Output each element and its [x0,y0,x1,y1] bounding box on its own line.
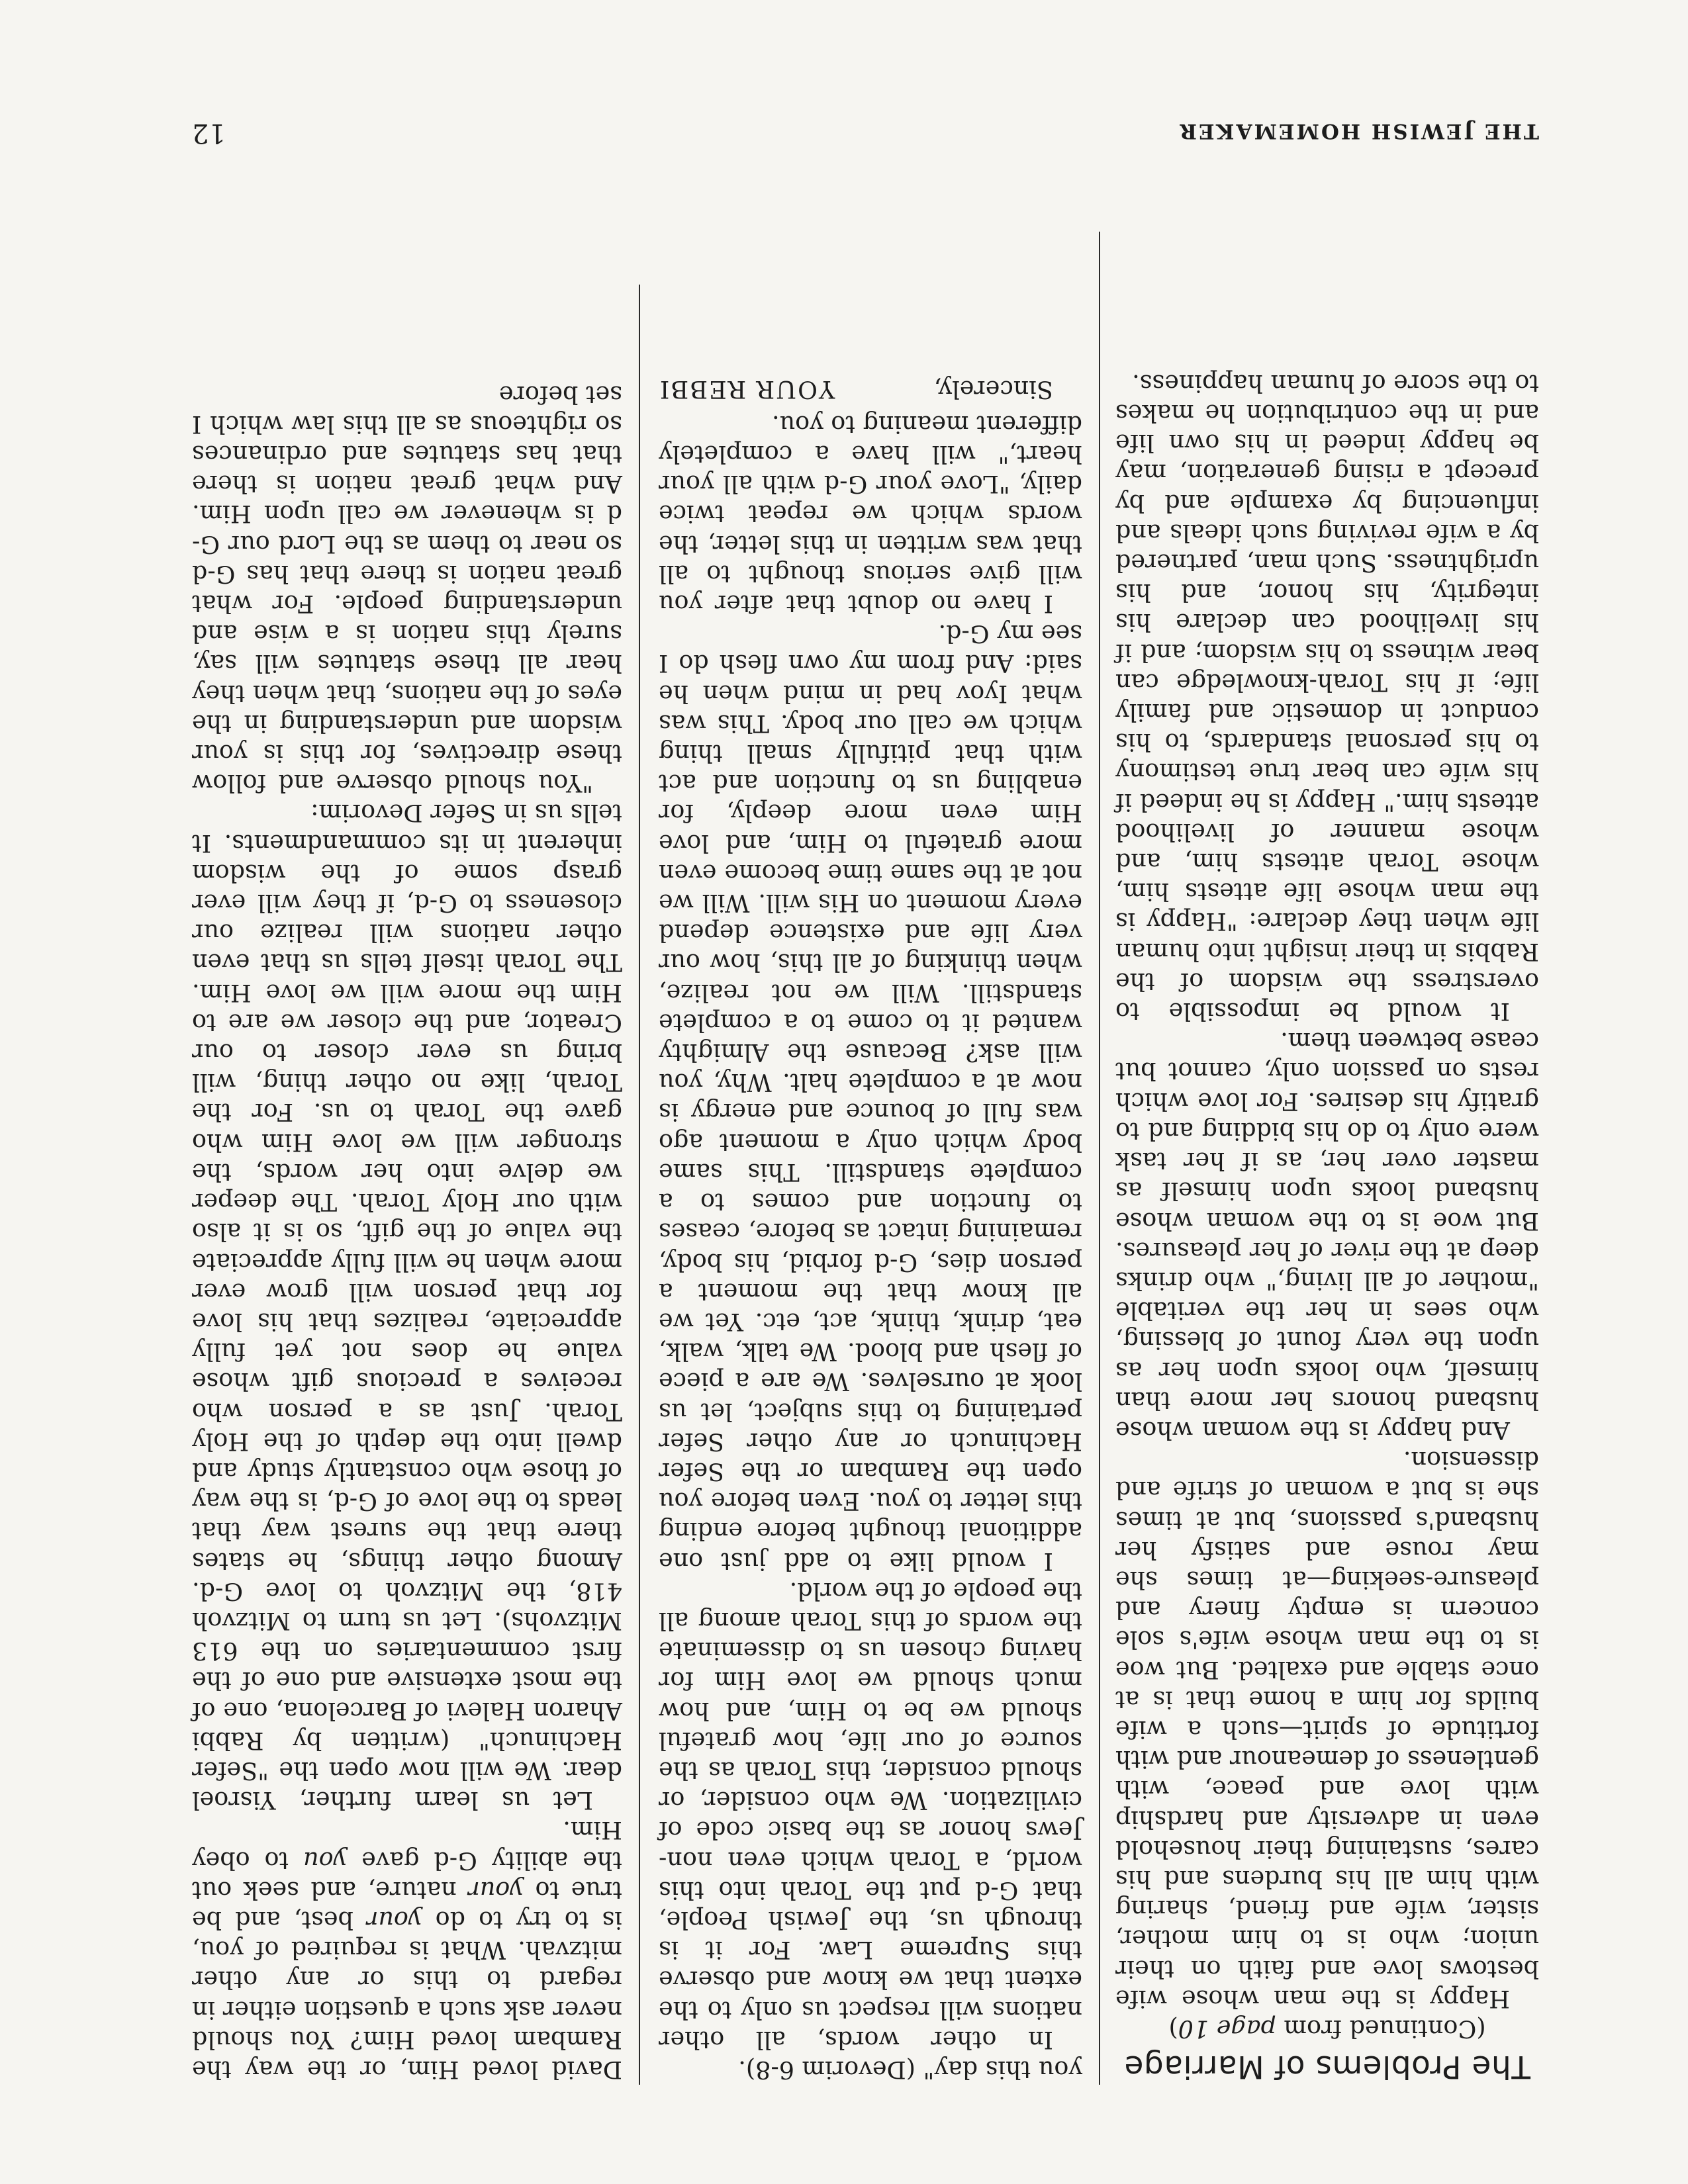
letter-column-middle [659,374,1082,2085]
emphasis: you [303,1846,348,1875]
letter-signoff [659,374,1082,404]
paragraph: I have no doubt that after you will give serious thought to all that was written in this letter, the words which we repeat twice daily, "Love your G-d with all your heart," will have a completely different meaning to you. [659,410,1082,619]
column-rule-left [1099,232,1100,2085]
column-rule-right [639,285,640,2085]
paragraph [192,1815,622,2085]
page-number: 12 [192,118,226,148]
letter-column-right [192,379,622,2085]
page-footer [192,118,1539,148]
paragraph: In other words, all other nations will respect us only to the extent that we know and observe this Supreme Law. For it is through us, the Jewish People, that G-d put the Torah into this world, a Torah which even non-Jews honor as the basic code of civilization. We who consider, or should consider, this Torah as the source of our life, how grateful should we be to Him, and how much should we love Him for having chosen us to disseminate the words of this Torah among all the people of the world. [659,1576,1082,2054]
text-run: nature, and seek out the ability G-d gave [192,1846,622,1905]
paragraph: "You should observe and follow these directives, for this is your wisdom and understanding in the eyes of the nations, that when they hear all these statutes will say, surely this nation is a wise and understanding people. For what great nation is there that has G-d so near to them as the Lord our G-d is whenever we call upon Him. And what great nation is there that has statutes and ordinances so righteous as all this law which I set before [192,380,622,798]
signoff-name: YOUR REBBI [659,375,835,404]
continued-page: page 10 [1178,2015,1276,2043]
article-column-marriage [1115,369,1539,2085]
text-run: to obey Him. [192,1816,622,1875]
signoff-word: Sincerely, [933,375,1053,404]
emphasis: your [468,1876,524,1905]
paragraph: And happy is the woman whose husband honors her more than himself, who looks upon her as upon the very fount of blessing, who sees in her the veritable "mother of all living," who drinks deep at the river of her pleasures. But woe is to the woman whose husband looks upon himself as master over her, as if her task were only to do his bidding and to gratify his desires. For love which rests on passion only, cannot but cease between them. [1115,1027,1539,1445]
continued-suffix: ) [1168,2015,1178,2043]
paragraph: you this day" (Devorim 6-8). [738,2056,1082,2084]
paragraph: It would be impossible to overstress the wisdom of the Rabbis in their insight into human life when they declare: "Happy is the man whose life attests him, whose Torah attests him, and whose manner of livelihood attests him." Happy is he indeed if his wife can bear true testimony to his personal standards, to his conduct in domestic and family life; if his Torah-knowledge can bear witness to his wisdom; and if his livelihood can declare his integrity, his honor, and his uprightness. Such man, partnered by a wife reviving such ideals and influencing by example and by precept a rising generation, may be happy indeed in his own life and in the contribution he makes to the score of human happiness. [1115,369,1539,1026]
paragraph: Let us learn further, Yisroel dear. We will now open the "Sefer Hachinuch" (written by Rabbi Aharon Halevi of Barcelona, one of the most extensive and one of the first commentaries on the 613 Mitzvohs). Let us turn to Mitzvoh 418, the Mitzvoh to love G-d. Among other things, he states there that the surest way that leads to the love of G-d, is the way of those who constantly study and dwell into the depth of the Holy Torah. Just as a person who receives a precious gift whose value he does not yet fully appreciate, realizes that his love for that person will grow ever more when he will fully appreciate the value of the gift, so is it also with our Holy Torah. The deeper we delve into her words, the stronger will we love Him who gave the Torah to us. For the Torah, like no other thing, will bring us ever closer to our Creator, and the closer we are to Him the more will we love Him. The Torah itself tells us that even other nations will realize our closeness to G-d, if they will ever grasp some of the wisdom inherent in its commandments. It tells us in Sefer Devorim: [192,799,622,1815]
publication-name: THE JEWISH HOMEMAKER [1178,119,1539,143]
paragraph: Happy is the man whose wife bestows love and faith on their union; who is to him mother, sister, wife and friend, sharing with him all his burdens and his cares, sustaining their household even in adversity and hardship with love and peace, with gentleness of demeanour and with fortitude of spirit—such a wife builds for him a home that is at once stable and exalted. But woe is to the man whose wife's sole concern is empty finery and pleasure-seeking—at times she may rouse and satisfy her husband's passions, but at times she is but a woman of strife and dissension. [1115,1446,1539,2013]
emphasis: your [366,1905,422,1934]
article-title: The Problems of Marriage [1124,2048,1530,2085]
text-run: best, and be true to [192,1876,622,1934]
continued-note [1115,2014,1539,2044]
continued-prefix: (Continued from [1276,2015,1486,2043]
paragraph: I would like to add just one additional thought before ending this letter to you. Even before you open the Rambam or the Sefer Hachinuch or any other Sefer pertaining to this subject, let us look at ourselves. We are a piece of flesh and blood. We talk, walk, eat, drink, think, act, etc. Yet we all know that the moment a person dies, G-d forbid, his body, remaining intact as before, ceases to function and comes to a complete standstill. This same body which only a moment ago was full of bounce and energy is now at a complete halt. Why, you will ask? Because the Almighty wanted it to come to a complete standstill. Will we not realize, when thinking of all this, how our very life and existence depend every moment on His will. Will we not at the same time become even more grateful to Him, and love Him even more deeply, for enabling us to function and act with that pitifully small thing which we call our body. This was what Iyov had in mind when he said: And from my own flesh do I see my G-d. [659,619,1082,1576]
text-run: David loved Him, or the way the Rambam loved Him? You should never ask such a question either in regard to this or any other mitzvah. What is required of you, is to try to do [192,1905,622,2084]
